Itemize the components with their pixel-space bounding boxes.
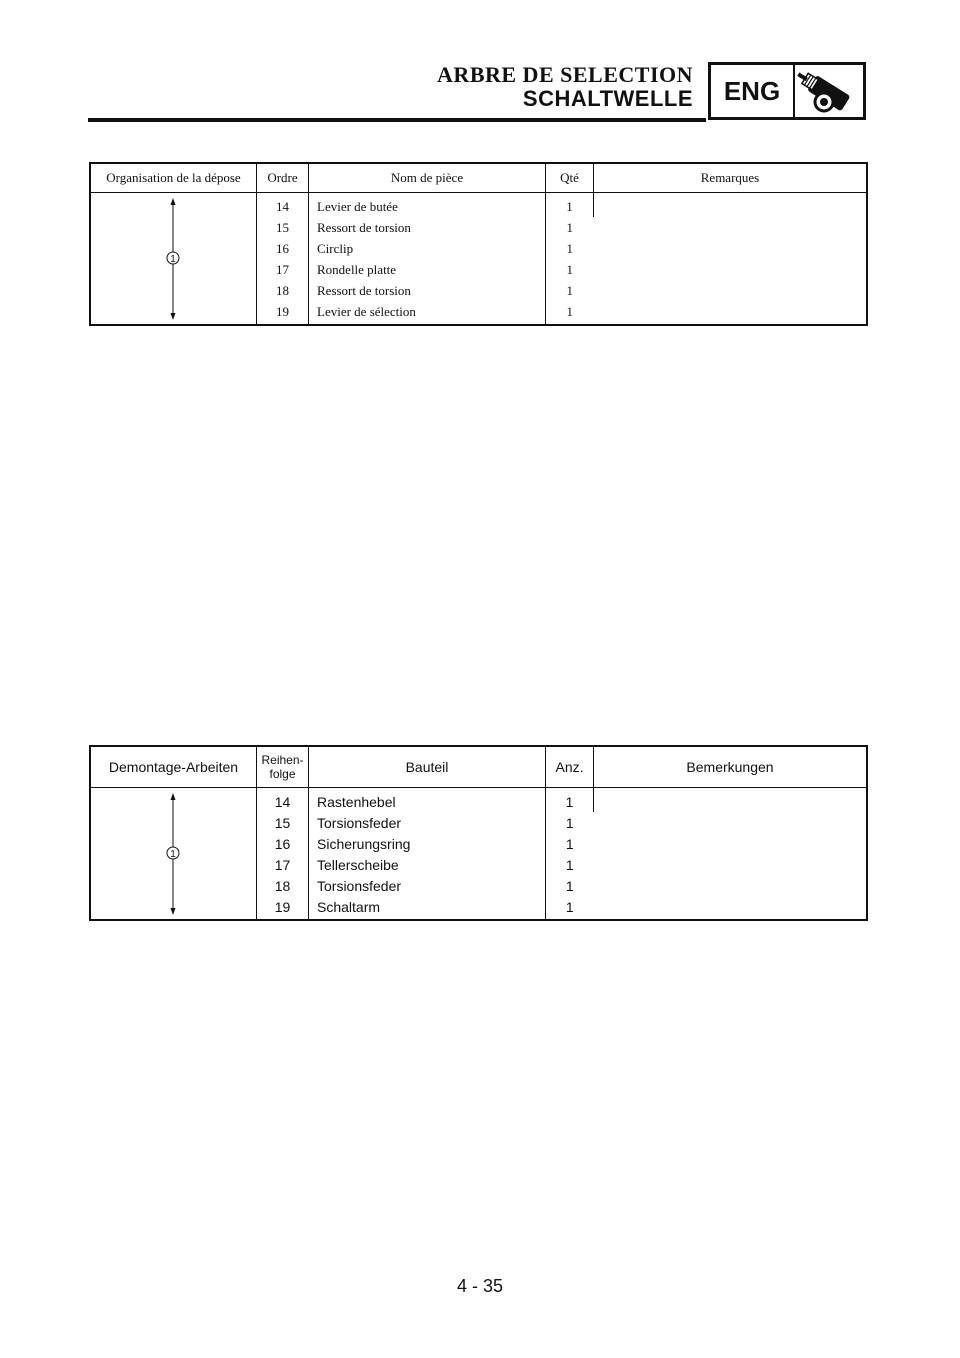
remarks-cell xyxy=(594,193,868,326)
row-order: 18 xyxy=(257,875,309,896)
row-order: 15 xyxy=(257,812,309,833)
engine-bolt-icon xyxy=(795,65,863,117)
row-qty: 1 xyxy=(546,193,594,218)
row-part-name: Torsionsfeder xyxy=(309,812,546,833)
row-order: 19 xyxy=(257,301,309,325)
table-header-row xyxy=(90,163,867,193)
removal-group-cell xyxy=(90,788,257,921)
row-qty: 1 xyxy=(566,240,573,256)
page-number: 4 - 35 xyxy=(456,1276,504,1296)
remarks-cell xyxy=(594,788,868,921)
row-order: 16 xyxy=(257,833,309,854)
col-header-order: Ordre xyxy=(257,163,309,193)
row-part-name: Tellerscheibe xyxy=(309,854,546,875)
row-order: 16 xyxy=(257,238,309,259)
col-header-removal: Demontage-Arbeiten xyxy=(90,746,257,788)
row-qty: 1 xyxy=(565,814,574,831)
col-header-qty: Qté xyxy=(546,163,594,193)
col-header-remarks: Bemerkungen xyxy=(594,746,868,788)
row-order: 17 xyxy=(257,259,309,280)
row-part-name: Ressort de torsion xyxy=(309,217,546,238)
row-part-name: Schaltarm xyxy=(309,896,546,920)
row-qty: 1 xyxy=(566,282,573,298)
row-qty: 1 xyxy=(565,898,574,915)
row-part-name: Ressort de torsion xyxy=(309,280,546,301)
removal-group-cell xyxy=(90,193,257,326)
header-rule xyxy=(88,118,706,122)
table-row xyxy=(90,193,867,218)
row-qty: 1 xyxy=(566,303,573,319)
parts-table-de xyxy=(89,745,868,921)
row-part-name: Sicherungsring xyxy=(309,833,546,854)
row-qty: 1 xyxy=(566,219,573,235)
group-marker: 1 xyxy=(170,254,176,265)
col-header-remarks: Remarques xyxy=(594,163,868,193)
table-row xyxy=(90,788,867,813)
col-header-order-line1: Reihen- xyxy=(261,753,304,767)
row-order: 14 xyxy=(257,193,309,218)
col-header-order xyxy=(257,746,309,788)
row-part-name: Rastenhebel xyxy=(309,788,546,813)
row-qty: 1 xyxy=(546,788,594,813)
row-qty: 1 xyxy=(565,835,574,852)
col-header-part-name: Bauteil xyxy=(309,746,546,788)
row-order: 17 xyxy=(257,854,309,875)
row-order: 15 xyxy=(257,217,309,238)
header-title-fr: ARBRE DE SELECTION xyxy=(437,62,693,87)
row-qty: 1 xyxy=(565,877,574,894)
row-qty: 1 xyxy=(565,856,574,873)
section-badge xyxy=(708,62,866,120)
col-header-removal: Organisation de la dépose xyxy=(90,163,257,193)
row-qty: 1 xyxy=(566,261,573,277)
col-header-part-name: Nom de pièce xyxy=(309,163,546,193)
header-title-de: SCHALTWELLE xyxy=(522,86,693,111)
group-marker: 1 xyxy=(170,849,176,860)
row-order: 14 xyxy=(257,788,309,813)
row-order: 18 xyxy=(257,280,309,301)
group-range-arrow xyxy=(91,791,256,919)
section-badge-label: ENG xyxy=(711,65,795,117)
row-order: 19 xyxy=(257,896,309,920)
col-header-qty: Anz. xyxy=(546,746,594,788)
parts-table-fr xyxy=(89,162,868,326)
row-part-name: Torsionsfeder xyxy=(309,875,546,896)
group-range-arrow xyxy=(91,196,256,324)
row-part-name: Circlip xyxy=(309,238,546,259)
row-part-name: Levier de sélection xyxy=(309,301,546,325)
row-part-name: Levier de butée xyxy=(309,193,546,218)
col-header-order-line2: folge xyxy=(269,767,296,781)
row-part-name: Rondelle platte xyxy=(309,259,546,280)
table-header-row xyxy=(90,746,867,788)
